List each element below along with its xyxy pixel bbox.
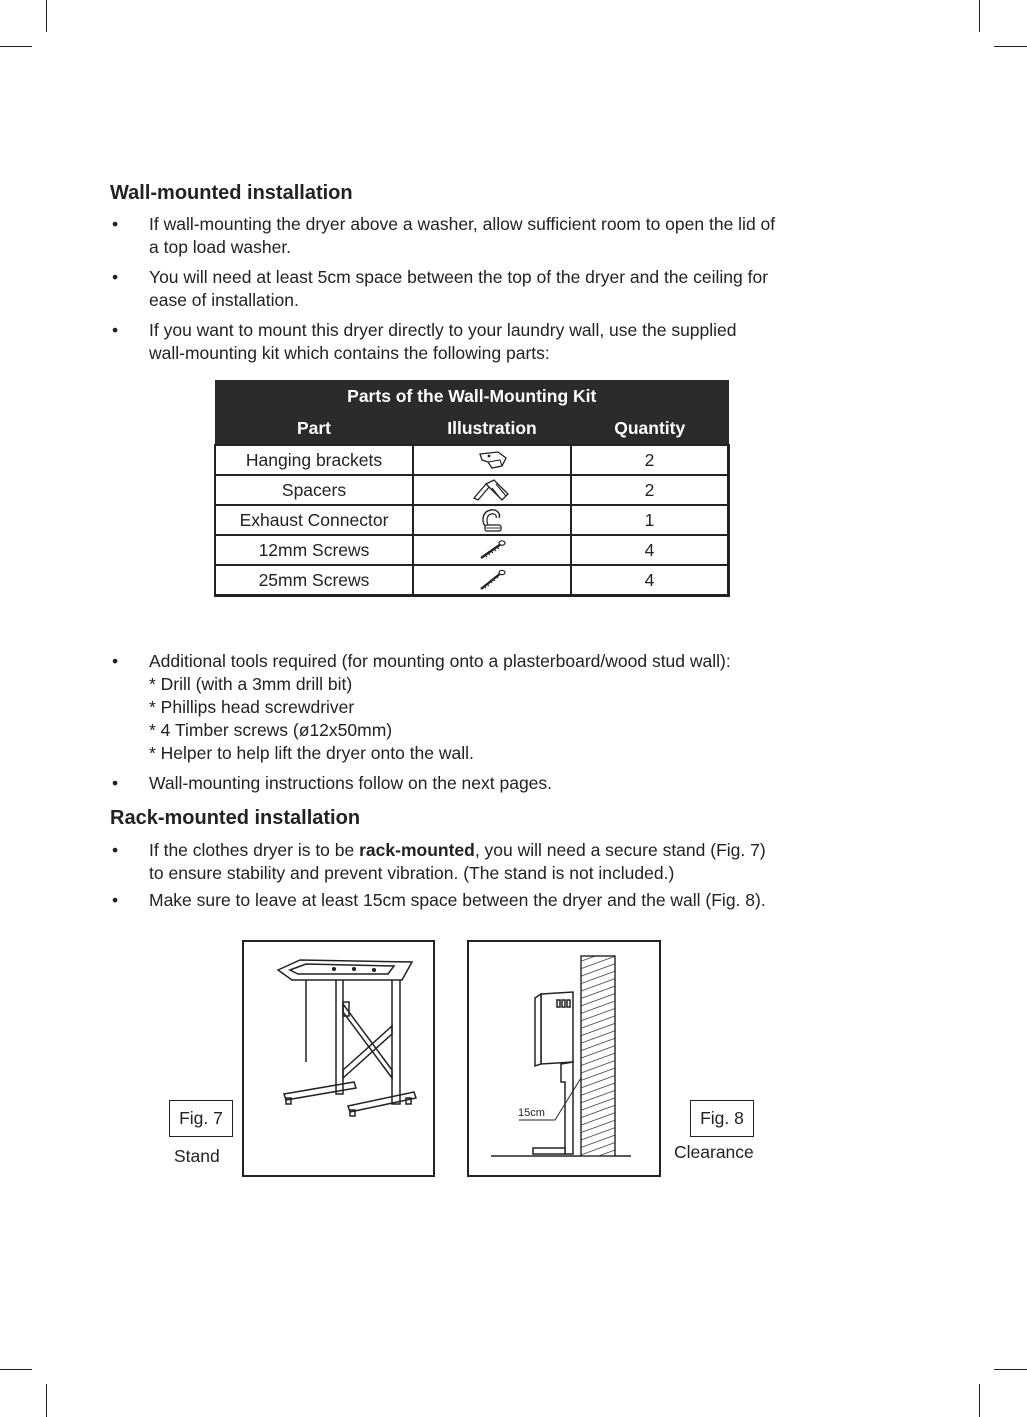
bullet-line: You will need at least 5cm space between the top of the dryer and the ceiling for (149, 267, 769, 287)
table-row (215, 445, 729, 475)
crop-mark (979, 0, 980, 32)
tools-bullet-list (110, 650, 870, 802)
bullet-icon: • (112, 214, 119, 234)
column-header-illustration: Illustration (413, 412, 571, 445)
bullet-line: Additional tools required (for mounting onto a plasterboard/wood stud wall): (149, 651, 731, 671)
bullet-line: ease of installation. (149, 290, 299, 310)
bullet-line: If you want to mount this dryer directly to your laundry wall, use the supplied (149, 320, 737, 340)
dimension-label: 15cm (518, 1107, 545, 1119)
table-title: Parts of the Wall-Mounting Kit (215, 380, 729, 412)
screw-icon (477, 568, 507, 592)
part-illustration (413, 505, 571, 535)
tool-item: * 4 Timber screws (ø12x50mm) (149, 720, 393, 740)
bullet-line: If wall-mounting the dryer above a washer, allow sufficient room to open the lid of (149, 214, 776, 234)
crop-mark (994, 1369, 1027, 1370)
table-title-row (215, 380, 729, 412)
table-row (215, 565, 729, 596)
tool-item: * Helper to help lift the dryer onto the wall. (149, 743, 474, 763)
list-item (110, 213, 870, 259)
table-row (215, 505, 729, 535)
wall-hatch (581, 956, 615, 1156)
crop-mark (46, 1384, 47, 1417)
part-illustration (413, 445, 571, 475)
bullet-line: Wall-mounting instructions follow on the next pages. (149, 773, 553, 793)
bullet-icon: • (112, 320, 119, 340)
part-name: Spacers (215, 475, 413, 505)
fig8-clearance-illustration (467, 940, 661, 1177)
part-name: 12mm Screws (215, 535, 413, 565)
bullet-icon: • (112, 773, 119, 793)
emphasis-text: rack-mounted (359, 840, 475, 860)
clearance-drawing (469, 942, 659, 1175)
list-item (110, 839, 870, 885)
part-quantity: 1 (571, 505, 729, 535)
crop-mark (46, 0, 47, 32)
fig7-caption: Stand (174, 1146, 220, 1166)
part-quantity: 2 (571, 445, 729, 475)
screw-icon (477, 538, 507, 562)
part-name: Exhaust Connector (215, 505, 413, 535)
crop-mark (979, 1384, 980, 1417)
text-run: , you will need a secure stand (Fig. 7) (474, 840, 766, 860)
part-illustration (413, 475, 571, 505)
part-name: Hanging brackets (215, 445, 413, 475)
bullet-line (149, 839, 870, 862)
list-item (110, 319, 870, 365)
fig7-label: Fig. 7 (169, 1100, 233, 1137)
part-name: 25mm Screws (215, 565, 413, 596)
rack-section-title: Rack-mounted installation (110, 807, 361, 829)
table-row (215, 475, 729, 505)
fig7-stand-illustration (242, 940, 435, 1177)
list-item (110, 772, 870, 795)
bullet-icon: • (112, 840, 119, 860)
part-illustration (413, 565, 571, 596)
list-item (110, 650, 870, 765)
wall-mounting-kit-table (214, 380, 730, 597)
part-quantity: 4 (571, 535, 729, 565)
list-item (110, 889, 870, 912)
wall-bullet-list (110, 213, 870, 372)
crop-mark (0, 46, 32, 47)
column-header-part: Part (215, 412, 413, 445)
tool-item: * Drill (with a 3mm drill bit) (149, 674, 353, 694)
fig8-caption: Clearance (674, 1142, 754, 1162)
text-run: If the clothes dryer is to be (149, 840, 360, 860)
column-header-quantity: Quantity (571, 412, 729, 445)
bullet-line: a top load washer. (149, 237, 292, 257)
part-illustration (413, 535, 571, 565)
bullet-icon: • (112, 267, 119, 287)
bracket-icon (472, 448, 512, 472)
bullet-line: Make sure to leave at least 15cm space between the dryer and the wall (Fig. 8). (149, 890, 766, 910)
crop-mark (994, 46, 1027, 47)
stand-drawing (244, 942, 433, 1175)
part-quantity: 4 (571, 565, 729, 596)
table-row (215, 535, 729, 565)
bullet-line: wall-mounting kit which contains the following parts: (149, 343, 550, 363)
table-header-row (215, 412, 729, 445)
list-item (110, 266, 870, 312)
part-quantity: 2 (571, 475, 729, 505)
rack-bullet-list (110, 839, 870, 919)
fig8-label: Fig. 8 (690, 1100, 754, 1137)
spacer-icon (470, 476, 514, 504)
exhaust-connector-icon (477, 506, 507, 534)
bullet-icon: • (112, 890, 119, 910)
bullet-icon: • (112, 651, 119, 671)
wall-section-title: Wall-mounted installation (110, 182, 353, 204)
tool-item: * Phillips head screwdriver (149, 697, 355, 717)
crop-mark (0, 1369, 32, 1370)
bullet-line: to ensure stability and prevent vibration. (The stand is not included.) (149, 863, 675, 883)
